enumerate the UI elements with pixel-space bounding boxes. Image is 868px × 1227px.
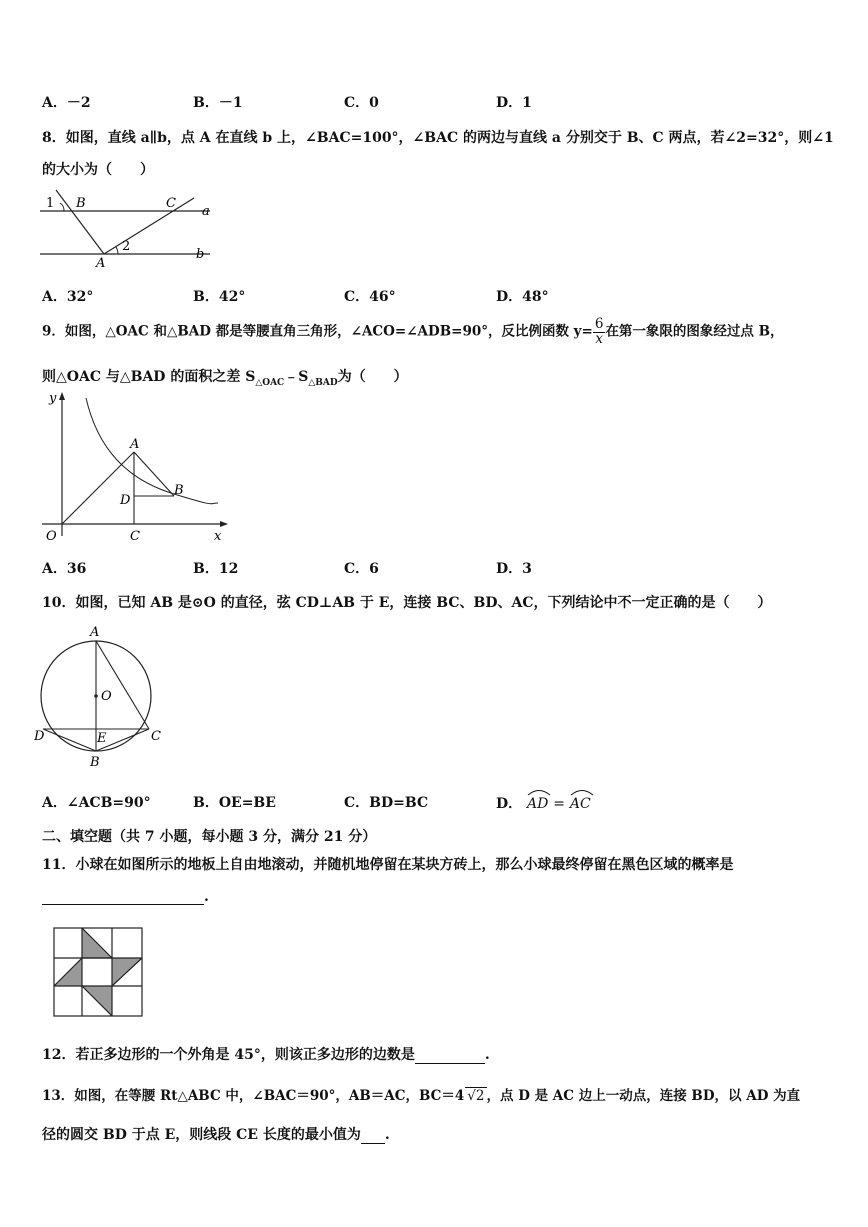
- q9-option-b: B．12: [193, 561, 239, 577]
- q8-label-2: 2: [122, 239, 131, 254]
- q8-option-d: D．48°: [496, 289, 549, 305]
- q9-sub-oac: △OAC: [255, 377, 285, 388]
- q9-option-a: A．36: [42, 561, 87, 577]
- q7-option-b: B．－1: [193, 95, 243, 111]
- q13-stem-line2: [42, 1124, 390, 1144]
- q10-label-d: D: [34, 729, 45, 744]
- q11-stem: 11．小球在如图所示的地板上自由地滚动，并随机地停留在某块方砖上，那么小球最终停留在黑色区域的概率是: [42, 857, 734, 873]
- q10-arc-ad: [527, 792, 548, 812]
- q13-stem-line1: [42, 1084, 800, 1104]
- q8-stem-line2: 的大小为（ ）: [42, 162, 154, 178]
- q9-option-c: C．6: [344, 561, 379, 577]
- q10-option-a: A．∠ACB=90°: [42, 795, 151, 811]
- q8-label-a: a: [202, 204, 210, 219]
- q9-label-x: x: [214, 529, 222, 544]
- q9-label-o: O: [46, 529, 57, 544]
- q10-arc-ac: [570, 792, 591, 812]
- q10-stem: 10．如图，已知 AB 是⊙O 的直径，弦 CD⊥AB 于 E，连接 BC、BD、AC，下列结论中不一定正确的是（ ）: [42, 595, 772, 611]
- q12-text: 12．若正多边形的一个外角是 45°，则该正多边形的边数是: [42, 1047, 415, 1063]
- q10-figure: [34, 622, 164, 774]
- q7-option-d: D．1: [496, 95, 532, 111]
- q11-answer-blank[interactable]: [42, 888, 204, 905]
- q9-frac-denominator: x: [595, 330, 603, 347]
- q9-label-b: B: [174, 483, 184, 498]
- q10-label-c: C: [151, 729, 161, 744]
- q9-stem-line1: [42, 318, 784, 346]
- q11-tile-grid: [52, 926, 146, 1018]
- q12-period: .: [484, 1047, 490, 1063]
- q13-post: ，点 D 是 AC 边上一动点，连接 BD，以 AD 为直: [486, 1088, 801, 1104]
- q9-fraction: [593, 318, 606, 346]
- q9-figure: [38, 390, 233, 548]
- q10-option-b: B．OE=BE: [193, 795, 276, 811]
- q8-label-b-line: b: [196, 247, 205, 262]
- q7-option-a: A．－2: [42, 95, 91, 111]
- q9-frac-numerator: 6: [594, 316, 604, 332]
- q9-label-c: C: [130, 529, 140, 544]
- q13-answer-blank[interactable]: [361, 1127, 385, 1144]
- q10-equals: =: [553, 796, 565, 812]
- q8-option-c: C．46°: [344, 289, 396, 305]
- q8-option-b: B．42°: [193, 289, 246, 305]
- q10-label-o: O: [101, 689, 112, 704]
- q7-option-c: C．0: [344, 95, 379, 111]
- q8-label-b: B: [76, 196, 86, 211]
- q9-line2-post: 为（ ）: [337, 369, 408, 385]
- q10-label-b: B: [90, 755, 100, 770]
- q12-stem: [42, 1044, 490, 1064]
- q9-option-d: D．3: [496, 561, 532, 577]
- q11-period: .: [204, 889, 209, 905]
- q8-label-a-point: A: [96, 256, 106, 268]
- q13-pre: 13．如图，在等腰 Rt△ABC 中，∠BAC＝90°，AB＝AC，BC＝4: [42, 1088, 465, 1104]
- q9-minus-s: ﹣S: [284, 369, 309, 385]
- q8-figure: [38, 186, 218, 268]
- q13-sqrt: √2: [467, 1088, 485, 1104]
- q10-option-d: [496, 792, 591, 813]
- q9-label-d: D: [120, 493, 131, 508]
- q8-label-1: 1: [46, 196, 55, 211]
- q9-stem-pre: 9．如图，△OAC 和△BAD 都是等腰直角三角形，∠ACO=∠ADB=90°，反比例函数 y=: [42, 323, 593, 340]
- q10-option-c: C．BD=BC: [344, 795, 429, 811]
- q9-stem-line2: [42, 366, 408, 388]
- q9-line2-pre: 则△OAC 与△BAD 的面积之差 S: [42, 369, 256, 385]
- q11-answer-line: [42, 888, 209, 905]
- q12-answer-blank[interactable]: [415, 1047, 485, 1064]
- q10-label-a: A: [90, 625, 100, 640]
- q10-option-d-label: D．: [496, 796, 523, 812]
- q13-sqrt-value: 2: [475, 1088, 485, 1104]
- q10-arc-ad-text: AD: [527, 796, 549, 812]
- q10-arc-ac-text: AC: [569, 796, 591, 812]
- q10-label-e: E: [97, 731, 107, 746]
- q8-option-a: A．32°: [42, 289, 94, 305]
- q9-label-a: A: [130, 437, 140, 452]
- q9-label-y: y: [49, 391, 57, 406]
- q9-stem-post: 在第一象限的图象经过点 B，: [605, 323, 784, 340]
- q8-label-c: C: [166, 196, 176, 211]
- section-2-heading: 二、填空题（共 7 小题，每小题 3 分，满分 21 分）: [42, 829, 377, 845]
- q13-line2: 径的圆交 BD 于点 E，则线段 CE 长度的最小值为: [42, 1127, 361, 1143]
- q8-stem-line1: 8．如图，直线 a∥b，点 A 在直线 b 上，∠BAC=100°，∠BAC 的两边与直线 a 分别交于 B、C 两点，若∠2=32°，则∠1: [42, 130, 834, 146]
- q9-sub-bad: △BAD: [308, 377, 338, 388]
- q13-period: .: [384, 1127, 390, 1143]
